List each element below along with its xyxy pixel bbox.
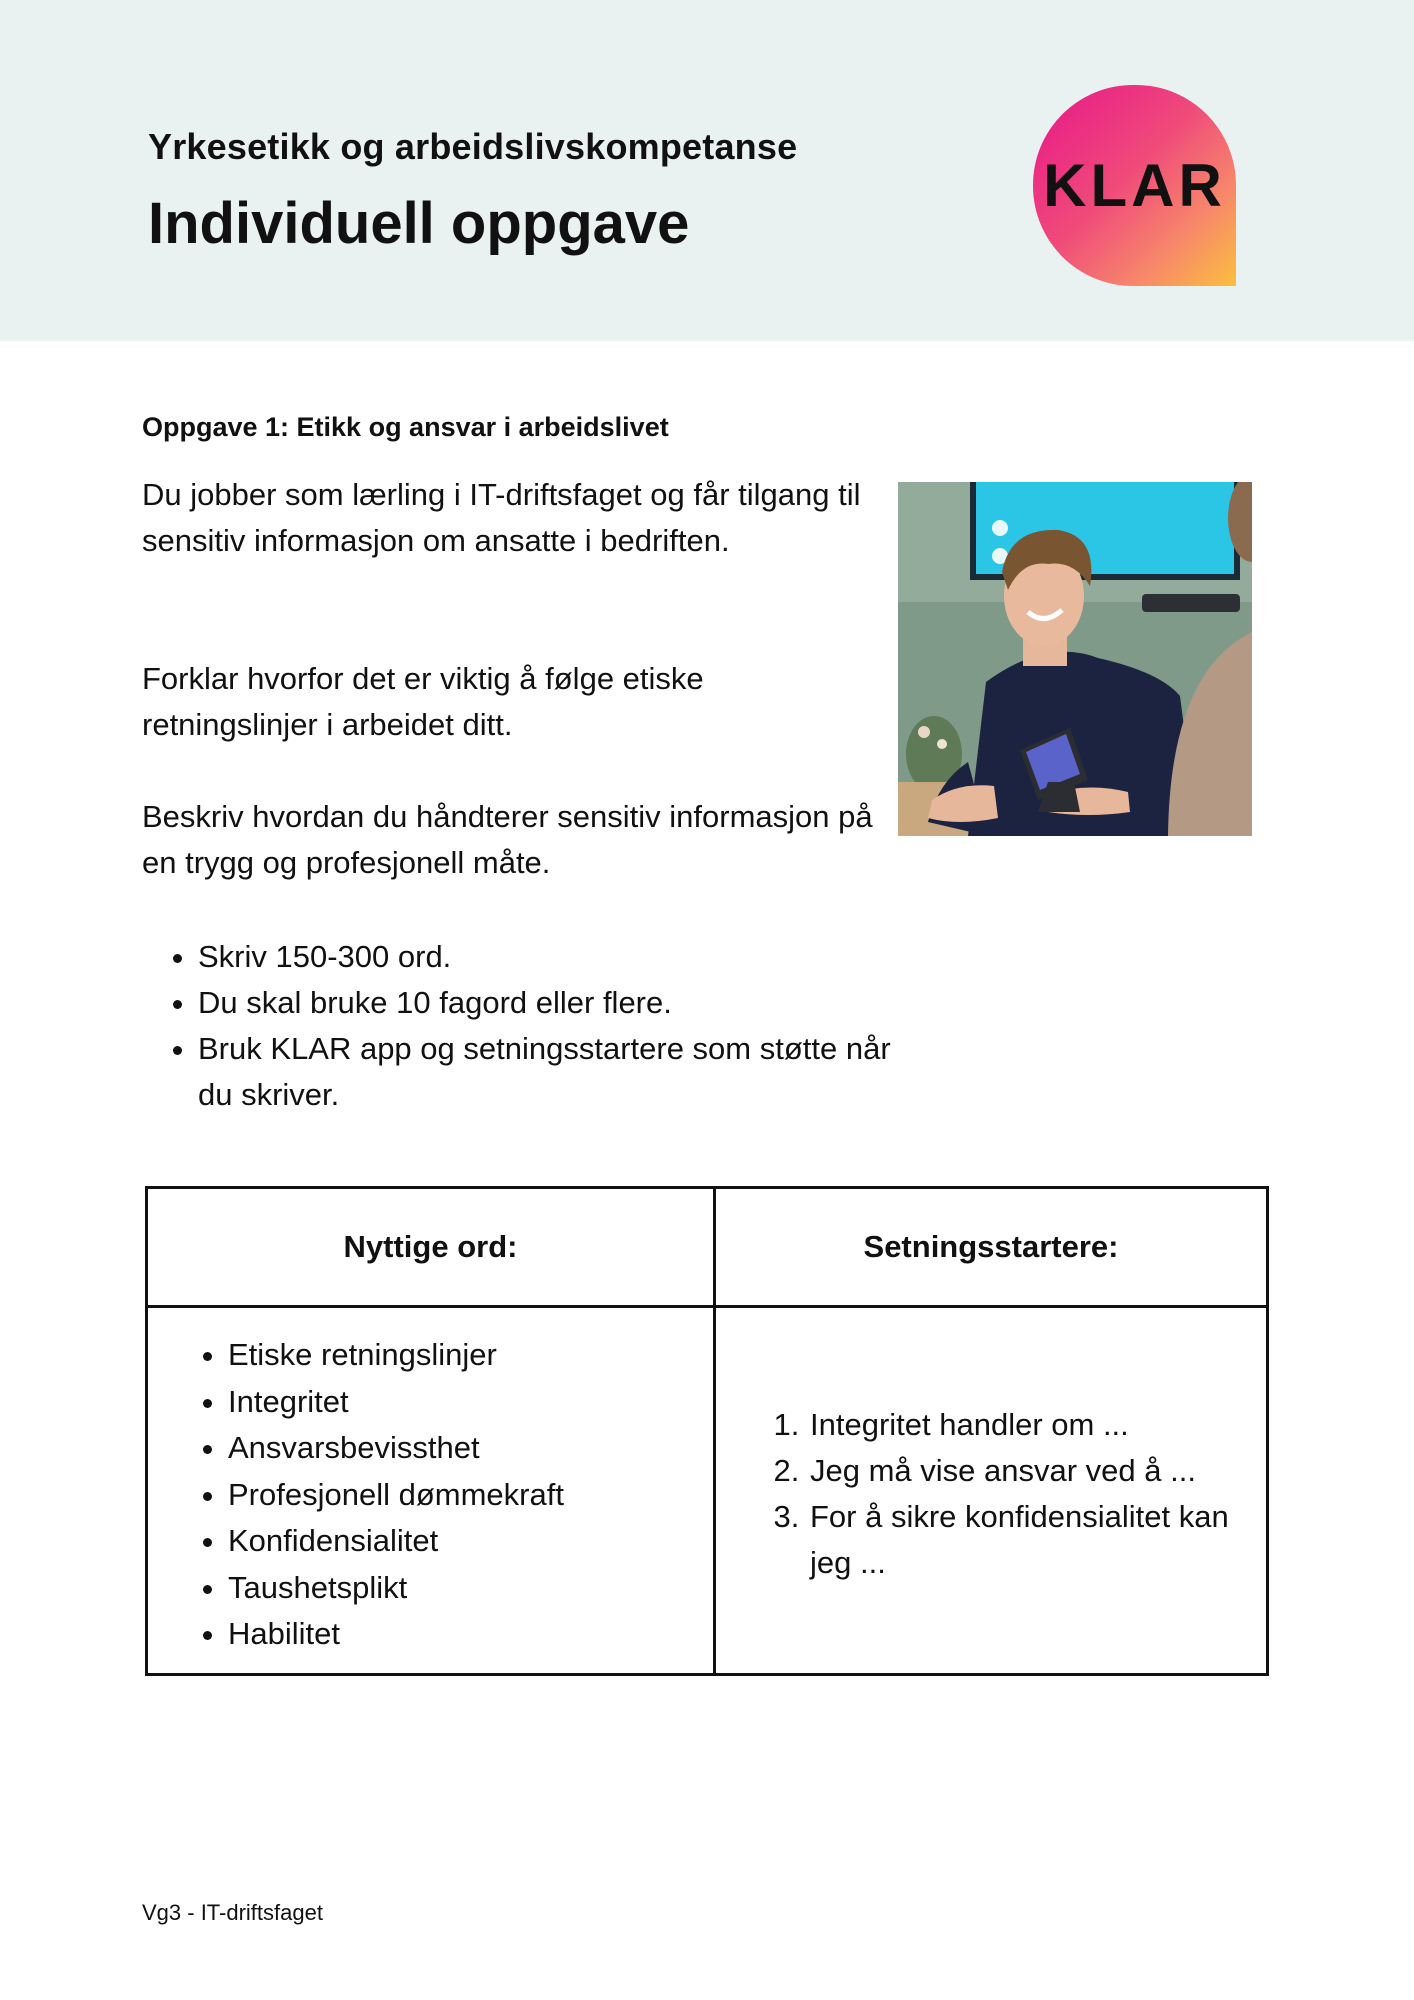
student-photo [898,482,1252,836]
useful-words-header: Nyttige ord: [343,1229,518,1264]
word-item: • Etiske retningslinjer [228,1332,564,1379]
sentence-starters-header: Setningsstartere: [863,1229,1119,1264]
starter-item: 1. Integritet handler om ... [808,1402,1278,1448]
word-item: • Ansvarsbevissthet [228,1425,564,1472]
word-item: • Profesjonell dømmekraft [228,1472,564,1519]
footer-text: Vg3 - IT-driftsfaget [142,1900,323,1925]
logo-text: KLAR [1043,152,1226,219]
word-item: • Habilitet [228,1611,564,1658]
word-item: • Integritet [228,1379,564,1426]
task-paragraph-1: Du jobber som lærling i IT-driftsfaget og får tilgang til sensitiv informasjon om ansatte i bedriften. [142,477,861,558]
page-title: Individuell oppgave [148,191,690,256]
requirement-item: • Du skal bruke 10 fagord eller flere. [198,980,918,1026]
requirements-list [142,934,918,1118]
starter-item: 2. Jeg må vise ansvar ved å ... [808,1448,1278,1494]
requirement-item: • Skriv 150-300 ord. [198,934,918,980]
helper-table [145,1186,1269,1676]
task-heading: Oppgave 1: Etikk og ansvar i arbeidslivet [142,412,669,442]
task-paragraph-3: Beskriv hvordan du håndterer sensitiv informasjon på en trygg og profesjonell måte. [142,799,873,880]
klar-logo [1033,85,1236,286]
header-banner [0,0,1414,341]
word-item: • Taushetsplikt [228,1565,564,1612]
task-paragraph-2: Forklar hvorfor det er viktig å følge etiske retningslinjer i arbeidet ditt. [142,661,704,742]
sentence-starters-list [760,1402,1278,1586]
word-item: • Konfidensialitet [228,1518,564,1565]
requirement-item: • Bruk KLAR app og setningsstartere som støtte når du skriver. [198,1026,918,1118]
starter-item: 3. For å sikre konfidensialitet kan jeg ... [808,1494,1278,1586]
table-divider [148,1305,1266,1308]
useful-words-list [182,1332,564,1658]
subject-title: Yrkesetikk og arbeidslivskompetanse [148,126,798,167]
